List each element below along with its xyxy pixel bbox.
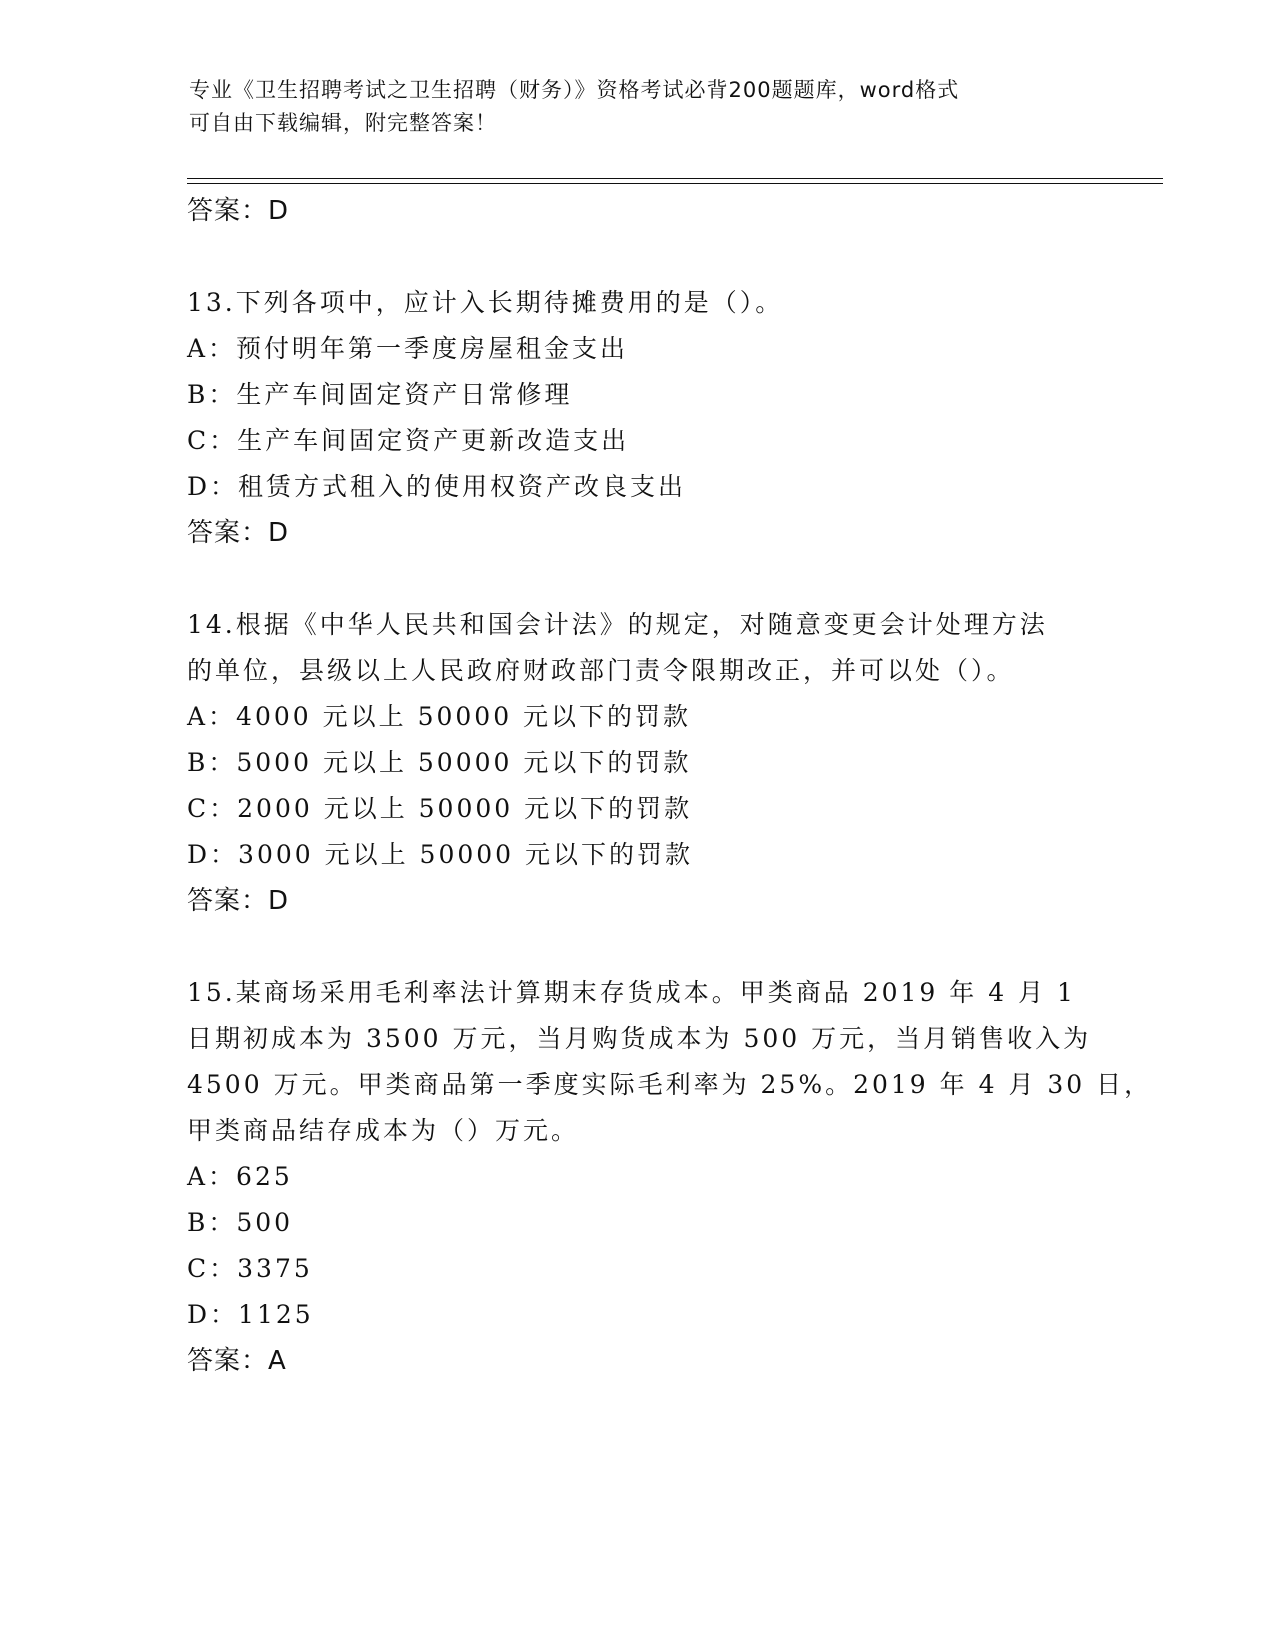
- option-c: C：3375: [187, 1254, 313, 1283]
- option-d: D：1125: [187, 1300, 314, 1329]
- question-15: [187, 970, 1153, 1384]
- answer: 答案：D: [187, 886, 290, 916]
- question-stem-line: 甲类商品结存成本为（）万元。: [187, 1116, 580, 1145]
- document-body: [187, 188, 1153, 1430]
- option-b: B：500: [187, 1208, 294, 1237]
- option-a: A：625: [187, 1162, 293, 1191]
- option-d: D：租赁方式租入的使用权资产改良支出: [187, 472, 687, 501]
- question-stem-line: 14.根据《中华人民共和国会计法》的规定，对随意变更会计处理方法: [187, 610, 1048, 639]
- question-stem-line: 日期初成本为 3500 万元，当月购货成本为 500 万元，当月销售收入为: [187, 1024, 1092, 1053]
- option-c: C：2000 元以上 50000 元以下的罚款: [187, 794, 693, 823]
- previous-answer: 答案：D: [187, 196, 290, 226]
- header-line-2: 可自由下载编辑，附完整答案！: [189, 111, 497, 135]
- question-stem-line: 的单位，县级以上人民政府财政部门责令限期改正，并可以处（）。: [187, 656, 1015, 685]
- question-stem-line: 15.某商场采用毛利率法计算期末存货成本。甲类商品 2019 年 4 月 1: [187, 978, 1076, 1007]
- option-b: B：5000 元以上 50000 元以下的罚款: [187, 748, 692, 777]
- answer: 答案：A: [187, 1346, 287, 1376]
- option-d: D：3000 元以上 50000 元以下的罚款: [187, 840, 694, 869]
- question-14: [187, 602, 1087, 924]
- header-rule-bottom: [187, 183, 1163, 184]
- header-line-1: 专业《卫生招聘考试之卫生招聘（财务）》资格考试必背200题题库，word格式: [189, 78, 960, 102]
- page-header: [189, 74, 1089, 140]
- question-stem-line: 4500 万元。甲类商品第一季度实际毛利率为 25%。2019 年 4 月 30 日，: [187, 1070, 1153, 1099]
- option-a: A：4000 元以上 50000 元以下的罚款: [187, 702, 692, 731]
- question-13: [187, 280, 1087, 556]
- option-b: B：生产车间固定资产日常修理: [187, 380, 573, 409]
- option-c: C：生产车间固定资产更新改造支出: [187, 426, 630, 455]
- question-stem-line: 13.下列各项中，应计入长期待摊费用的是（）。: [187, 288, 784, 317]
- header-rule-top: [187, 178, 1163, 179]
- option-a: A：预付明年第一季度房屋租金支出: [187, 334, 629, 363]
- answer: 答案：D: [187, 518, 290, 548]
